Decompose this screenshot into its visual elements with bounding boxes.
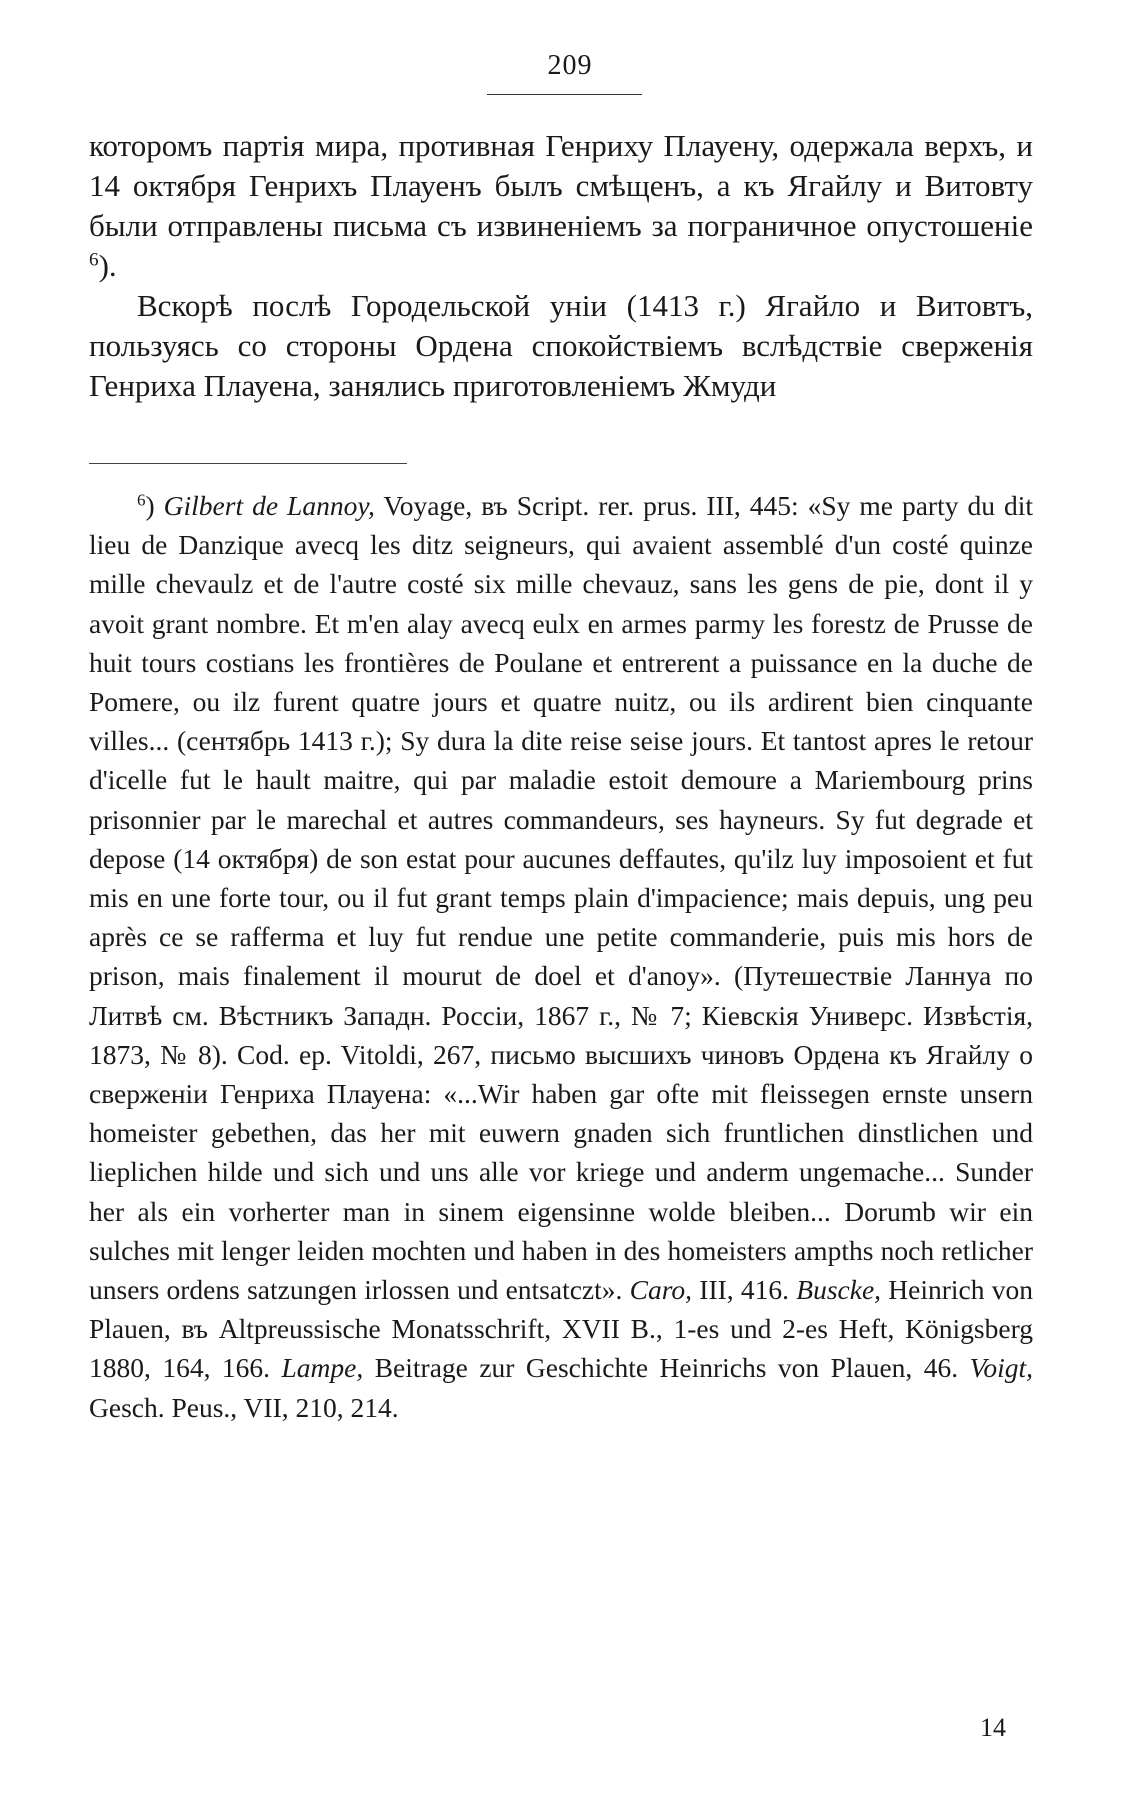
main-paragraph-1-text: которомъ партія мира, противная Генриху Плауену, одержала верхъ, и 14 октября Генрихъ Плауенъ былъ смѣщенъ, а къ Ягайлу и Витовту были отправлены письма съ извиненіемъ за пограничное опустошеніе: [89, 128, 1033, 243]
footnote: $^6$) Gilbert de Lannoy, Voyage, въ Script. rer. prus. III, 445: «Sy me party du dit lieu de Danzique avecq les ditz seigneurs, qui avaient assemblé d'un costé quinze mille chevaulz et de l'autre costé six mille chevauz, sans les gens de pie, dont il y avoit grant nombre. Et m'en alay avecq eulx en armes parmy les forestz de Prusse de huit tours costians les frontières de Poulane et entrerent a puissance en la duche de Pomere, ou ilz furent quatre jours et quatre nuitz, ou ils ardirent bien cinquante villes... (сентябрь 1413 г.); Sy dura la dite reise seise jours. Et tantost apres le retour d'icelle fut le hault maitre, qui par maladie estoit demoure a Mariembourg prins prisonnier par le marechal et autres commandeurs, ses hayneurs. Sy fut degrade et depose (14 октября) de son estat pour aucunes deffautes, qu'ilz luy imposoient et fut mis en une forte tour, ou il fut grant temps plain d'impacience; mais depuis, ung peu après ce se rafferma et luy fut rendue une petite commanderie, puis mis hors de prison, mais finalement il mourut de doel et d'anoy». (Путешествіе Ланнуа по Литвѣ см. Вѣстникъ Западн. Россіи, 1867 г., № 7; Кіевскія Универс. Извѣстія, 1873, № 8). Cod. ep. Vitoldi, 267, письмо высшихъ чиновъ Ордена къ Ягайлу о сверженіи Генриха Плауена: «...Wir haben gar ofte mit fleissegen ernste unsern homeister gebethen, das her mit euwern gnaden sich fruntlichen dinstlichen und lieplichen hilde und sich und uns alle vor kriege und anderm ungemache... Sunder her als ein vorherter man in sinem eigensinne wolde bleiben... Dorumb wir ein sulches mit lenger leiden mochten und haben in des homeisters ampths noch retlicher unsers ordens satzungen irlossen und entsatczt». Caro, III, 416. Buscke, Heinrich von Plauen, въ Altpreussische Monatsschrift, XVII B., 1-es und 2-es Heft, Königsberg 1880, 164, 166. Lampe, Beitrage zur Geschichte Heinrichs von Plauen, 46. Voigt, Gesch. Peus., VII, 210, 214.: [89, 490, 1034, 1423]
footnote-rule: [89, 463, 407, 464]
main-paragraph-2: Вскорѣ послѣ Городельской уніи (1413 г.) Ягайло и Витовтъ, пользуясь со стороны Ордена спокойствіемъ вслѣдствіе сверженія Генриха Плауена, занялись приготовленіемъ Жмуди: [89, 288, 1033, 403]
footnote-author: Buscke,: [796, 1274, 882, 1306]
footnote-author: Voigt,: [969, 1352, 1034, 1384]
footnote-author: Gilbert de Lannoy,: [163, 490, 375, 521]
footnote-text: Gesch. Peus., VII, 210, 214.: [89, 1391, 399, 1423]
main-paragraph-1: [89, 126, 1033, 286]
footnote-text: Beitrage zur Geschichte Heinrichs von Plauen, 46.: [363, 1352, 970, 1384]
page-number: 209: [547, 50, 593, 81]
footnote-mark: 6: [137, 490, 146, 510]
header-rule: [487, 94, 642, 95]
signature-mark: 14: [980, 1713, 1006, 1742]
footnote-author: Caro,: [629, 1274, 693, 1306]
footnote-text: Voyage, въ Script. rer. prus. III, 445: «Sy me party du dit lieu de Danzique avecq les ditz seigneurs, qui avaient assemblé d'un costé quinze mille chevaulz et de l'autre costé six mille chevauz, sans les gens de pie, dont il y avoit grant nombre. Et m'en alay avecq eulx en armes parmy les forestz de Prusse de huit tours costians les frontières de Poulane et entrerent a puissance en la duche de Pomere, ou ilz furent quatre jours et quatre nuitz, ou ils ardirent bien cinquante villes... (сентябрь 1413 г.); Sy dura la dite reise seise jours. Et tantost apres le retour d'icelle fut le hault maitre, qui par maladie estoit demoure a Mariembourg prins prisonnier par le marechal et autres commandeurs, ses hayneurs. Sy fut degrade et depose (14 октября) de son estat pour aucunes deffautes, qu'ilz luy imposoient et fut mis en une forte tour, ou il fut grant temps plain d'impacience; mais depuis, ung peu après ce se rafferma et luy fut rendue une petite commanderie, puis mis hors de prison, mais finalement il mourut de doel et d'anoy». (Путешествіе Ланнуа по Литвѣ см. Вѣстникъ Западн. Россіи, 1867 г., № 7; Кіевскія Универс. Извѣстія, 1873, № 8). Cod. ep. Vitoldi, 267, письмо высшихъ чиновъ Ордена къ Ягайлу о сверженіи Генриха Плауена: «...Wir haben gar ofte mit fleissegen ernste unsern homeister gebethen, das her mit euwern gnaden sich fruntlichen dinstlichen und lieplichen hilde und sich und uns alle vor kriege und anderm ungemache... Sunder her als ein vorherter man in sinem eigensinne wolde bleiben... Dorumb wir ein sulches mit lenger leiden mochten und haben in des homeisters ampths noch retlicher unsers ordens satzungen irlossen und entsatczt».: [89, 490, 1033, 1306]
footnote-text: III, 416.: [692, 1274, 797, 1306]
main-paragraph-1-end: ).: [98, 248, 117, 283]
footnote-author: Lampe,: [281, 1352, 364, 1384]
footnote-text: Heinrich von Plauen, въ Altpreussische Monatsschrift, XVII B., 1-es und 2-es Heft, Königsberg 1880, 164, 166.: [89, 1274, 1033, 1384]
main-text: [89, 126, 1033, 406]
footnote-reference: 6: [89, 249, 99, 271]
